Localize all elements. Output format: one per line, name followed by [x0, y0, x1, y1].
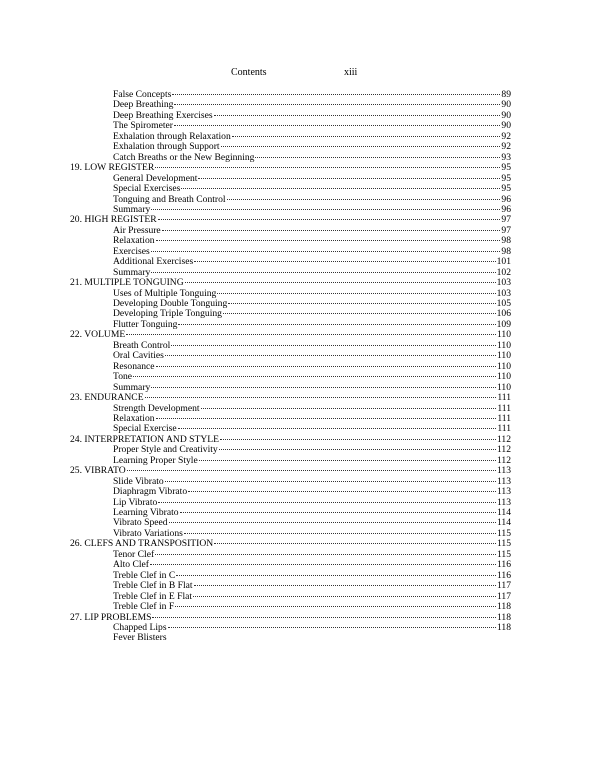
toc-entry-page: 110 [496, 350, 511, 362]
running-header-title: Contents [231, 67, 267, 78]
dot-leader [172, 94, 500, 95]
toc-entry-page: 114 [496, 517, 511, 529]
dot-leader [214, 543, 496, 544]
toc-entry-title: Summary [113, 203, 151, 215]
toc-entry-title: Developing Triple Tonguing [113, 308, 222, 320]
toc-entry-page: 118 [496, 611, 511, 623]
dot-leader [156, 418, 497, 419]
dot-leader [145, 397, 497, 398]
toc-entry-title: 22. VOLUME [70, 329, 126, 341]
dot-leader [180, 512, 496, 513]
dot-leader [176, 575, 496, 576]
dot-leader [171, 345, 496, 346]
toc-entry-title: Slide Vibrato [113, 475, 164, 487]
toc-entry-page: 113 [496, 486, 511, 498]
dot-leader [151, 251, 501, 252]
dot-leader [255, 157, 500, 158]
toc-entry-title: Learning Proper Style [113, 454, 198, 466]
toc-section-entry [113, 226, 511, 237]
dot-leader [151, 387, 496, 388]
toc-entry-title: Tenor Clef [113, 548, 155, 560]
toc-entry-page: 92 [501, 130, 511, 142]
dot-leader [178, 428, 497, 429]
dot-leader [133, 376, 496, 377]
toc-entry-page: 93 [501, 151, 511, 163]
toc-section-entry [113, 257, 511, 268]
dot-leader [193, 596, 496, 597]
dot-leader [158, 502, 496, 503]
toc-section-entry [113, 508, 511, 519]
toc-entry-title: Exercises [113, 245, 150, 257]
toc-entry-title: Relaxation [113, 235, 155, 247]
toc-entry-title: 26. CLEFS AND TRANSPOSITION [70, 538, 214, 550]
toc-entry-title: Developing Double Tonguing [113, 298, 228, 309]
toc-entry-page: 110 [496, 329, 511, 341]
toc-entry-title: Exhalation through Support [113, 141, 220, 153]
toc-entry-page: 111 [497, 423, 511, 435]
toc-entry-title: 25. VIBRATO [70, 465, 126, 477]
dot-leader [127, 470, 496, 471]
toc-entry-page: 97 [501, 214, 511, 226]
toc-entry-title: Strength Development [113, 402, 200, 414]
toc-entry-title: Summary [113, 266, 151, 278]
toc-entry-page: 110 [496, 381, 511, 393]
toc-entry-page: 114 [496, 507, 511, 518]
toc-entry-page: 113 [496, 475, 511, 487]
dot-leader [194, 585, 496, 586]
dot-leader [156, 240, 501, 241]
toc-entry-page: 112 [496, 454, 511, 466]
toc-entry-page: 102 [496, 266, 511, 278]
dot-leader [214, 115, 501, 116]
dot-leader [223, 313, 496, 314]
toc-entry-page: 116 [496, 559, 511, 571]
toc-entry-title: The Spirometer [113, 120, 173, 132]
dot-leader [198, 178, 500, 179]
dot-leader [185, 282, 496, 283]
dot-leader [174, 125, 500, 126]
dot-leader [188, 491, 496, 492]
toc-entry-page: 115 [496, 548, 511, 560]
dot-leader [201, 408, 497, 409]
toc-entry-title: Special Exercise [113, 423, 177, 435]
dot-leader [181, 188, 500, 189]
toc-entry-title: Catch Breaths or the New Beginning [113, 151, 255, 163]
toc-section-entry [113, 205, 511, 216]
toc-entry-page: 106 [496, 308, 511, 320]
toc-entry-title: Additional Exercises [113, 256, 194, 268]
dot-leader [155, 167, 500, 168]
toc-section-entry [113, 550, 511, 561]
dot-leader [219, 449, 496, 450]
dot-leader [150, 564, 496, 565]
dot-leader [221, 146, 501, 147]
toc-section-entry [113, 602, 511, 613]
toc-entry-title: Breath Control [113, 339, 171, 351]
toc-entry-title: Relaxation [113, 412, 155, 424]
toc-entry-title: Oral Cavities [113, 350, 164, 362]
toc-entry-page: 95 [501, 172, 511, 184]
toc-chapter-entry [70, 393, 511, 404]
toc-section-entry [113, 184, 511, 195]
dot-leader [220, 439, 496, 440]
toc-entry-page: 96 [501, 203, 511, 215]
toc-entry-page: 111 [497, 412, 511, 424]
dot-leader [169, 522, 496, 523]
toc-entry-page: 115 [496, 538, 511, 550]
toc-entry-page: 110 [496, 339, 511, 351]
dot-leader [175, 606, 496, 607]
dot-leader [165, 355, 496, 356]
toc-section-entry [113, 456, 511, 467]
toc-entry-title: 20. HIGH REGISTER [70, 214, 157, 226]
toc-entry-page: 115 [496, 527, 511, 539]
toc-entry-page: 103 [496, 277, 511, 289]
toc-entry-page: 90 [501, 99, 511, 111]
toc-entry-title: Uses of Multiple Tonguing [113, 287, 217, 299]
dot-leader [199, 460, 496, 461]
toc-entry-title: 24. INTERPRETATION AND STYLE [70, 433, 219, 445]
dot-leader [151, 272, 495, 273]
toc-entry-title: 21. MULTIPLE TONGUING [70, 277, 184, 289]
toc-entry-page: 117 [496, 580, 511, 592]
toc-entry-title: Diaphragm Vibrato [113, 486, 188, 498]
toc-entry-page: 109 [496, 318, 511, 330]
dot-leader [217, 293, 495, 294]
toc-entry-title: Special Exercises [113, 183, 181, 195]
toc-entry-title: Resonance [113, 360, 155, 372]
toc-entry-page: 101 [496, 256, 511, 268]
toc-entry-title: Chapped Lips [113, 621, 167, 633]
toc-entry-page: 103 [496, 287, 511, 299]
dot-leader [155, 554, 496, 555]
toc-section-entry [113, 341, 511, 352]
toc-entry-page: 95 [501, 183, 511, 195]
dot-leader [151, 209, 500, 210]
toc-section-entry [113, 320, 511, 331]
toc-entry-page: 112 [496, 433, 511, 445]
toc-entry-title: Vibrato Variations [113, 527, 183, 539]
toc-entry-page: 98 [501, 245, 511, 257]
toc-entry-page: 97 [501, 224, 511, 236]
toc-entry-page: 118 [496, 621, 511, 633]
toc-section-entry [113, 487, 511, 498]
toc-section-entry [113, 236, 511, 247]
toc-section-entry [113, 404, 511, 415]
toc-entry-page: 116 [496, 569, 511, 581]
toc-entry-page: 110 [496, 360, 511, 372]
dot-leader [156, 366, 496, 367]
toc-entry-title: Flutter Tonguing [113, 318, 178, 330]
toc-entry-title: Treble Clef in E Flat [113, 590, 193, 602]
toc-entry-title: Summary [113, 381, 151, 393]
toc-section-entry [113, 383, 511, 394]
toc-entry-page: 90 [501, 109, 511, 121]
dot-leader [184, 533, 496, 534]
toc-entry-title: Tone [113, 371, 133, 383]
toc-entry-page: 113 [496, 496, 511, 508]
toc-section-entry [113, 351, 511, 362]
toc-entry-title: Treble Clef in F [113, 601, 175, 613]
toc-entry-title: Alto Clef [113, 559, 149, 571]
dot-leader [227, 199, 501, 200]
toc-section-entry [113, 153, 511, 164]
toc-entry-title: Exhalation through Relaxation [113, 130, 231, 142]
toc-entry-title: Treble Clef in C [113, 569, 176, 581]
dot-leader [228, 303, 495, 304]
toc-entry-page: 105 [496, 298, 511, 309]
toc-entry-title: 19. LOW REGISTER [70, 162, 155, 174]
toc-entry-title: 23. ENDURANCE [70, 392, 144, 404]
dot-leader [126, 334, 496, 335]
dot-leader [165, 481, 496, 482]
toc-entry-page: 111 [497, 402, 511, 414]
toc-entry-title: Learning Vibrato [113, 507, 179, 518]
toc-entry-title: Lip Vibrato [113, 496, 158, 508]
toc-section-entry [113, 623, 511, 634]
toc-section-entry [113, 362, 511, 373]
toc-entry-page: 117 [496, 590, 511, 602]
toc-entry-title: Fever Blisters [113, 632, 167, 644]
dot-leader [162, 230, 501, 231]
toc-entry-title: Air Pressure [113, 224, 161, 236]
toc-entry-page: 90 [501, 120, 511, 132]
dot-leader [178, 324, 495, 325]
toc-entry-page: 110 [496, 371, 511, 383]
toc-entry-title: Deep Breathing [113, 99, 174, 111]
toc-section-entry [113, 195, 511, 206]
dot-leader [174, 104, 500, 105]
toc-entry-page: 89 [501, 89, 511, 100]
toc-entry-title: 27. LIP PROBLEMS [70, 611, 152, 623]
toc-section-entry [113, 633, 511, 644]
toc-entry-page: 92 [501, 141, 511, 153]
toc-entry-page: 112 [496, 444, 511, 456]
toc-entry-title: Vibrato Speed [113, 517, 168, 529]
dot-leader [168, 627, 496, 628]
running-header [0, 67, 590, 81]
toc-entry-page: 118 [496, 601, 511, 613]
toc-entry-page: 98 [501, 235, 511, 247]
toc-entry-page: 95 [501, 162, 511, 174]
dot-leader [158, 219, 501, 220]
toc-entry-title: Treble Clef in B Flat [113, 580, 193, 592]
toc-entry-title: Deep Breathing Exercises [113, 109, 213, 121]
toc-entry-page: 113 [496, 465, 511, 477]
page-number: xiii [344, 67, 358, 78]
toc-entry-title: False Concepts [113, 89, 172, 100]
toc-entry-title: General Development [113, 172, 198, 184]
toc-entry-page: 96 [501, 193, 511, 205]
dot-leader [232, 136, 501, 137]
toc-entry-page: 111 [497, 392, 511, 404]
dot-leader [194, 261, 495, 262]
dot-leader [152, 617, 495, 618]
toc-entry-title: Tonguing and Breath Control [113, 193, 226, 205]
toc-entry-title: Proper Style and Creativity [113, 444, 218, 456]
toc-section-entry [113, 372, 511, 383]
